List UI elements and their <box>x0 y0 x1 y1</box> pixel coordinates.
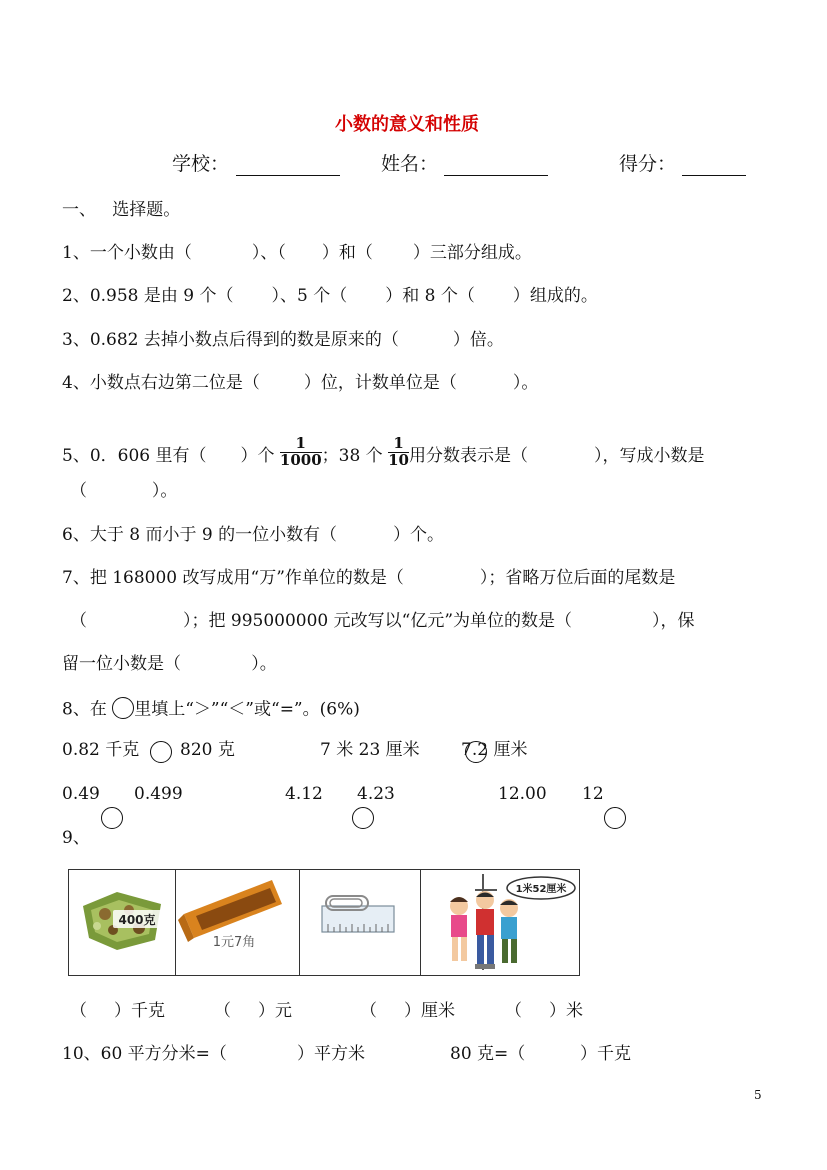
compare-circle[interactable] <box>352 807 374 829</box>
fraction-denominator: 1000 <box>279 450 322 469</box>
q10-part-c: 80 克=（ <box>450 1044 526 1064</box>
q7-line2-c: ），保 <box>652 611 695 631</box>
question-5-line-2: （ ）。 <box>70 481 178 501</box>
question-1 <box>62 245 532 262</box>
school-blank[interactable] <box>236 155 340 176</box>
q2-part-b: ）、5 个（ <box>271 286 348 306</box>
compare-item: 0.82 千克 <box>62 740 140 760</box>
question-7-line-2 <box>70 613 695 630</box>
q6-part-a: 6、大于 8 而小于 9 的一位小数有（ <box>62 525 338 545</box>
question-4 <box>62 375 538 392</box>
compare-item: 0.49 <box>62 784 100 804</box>
school-label: 学校： <box>172 153 230 175</box>
answer-centimeters: （ ）厘米 <box>360 1001 456 1021</box>
compare-circle[interactable] <box>150 741 172 763</box>
question-9-picture-table <box>68 869 580 976</box>
score-blank[interactable] <box>682 155 746 176</box>
q2-part-d: ）组成的。 <box>512 286 598 306</box>
q3-part-a: 3、0.682 去掉小数点后得到的数是原来的（ <box>62 330 399 350</box>
q2-part-a: 2、0.958 是由 9 个（ <box>62 286 234 306</box>
q10-part-d: ）千克 <box>580 1044 631 1064</box>
q5-part-a: 5、0．606 里有（ <box>62 445 207 466</box>
compare-item: 820 克 <box>180 740 235 760</box>
compare-circle-icon <box>112 697 134 719</box>
bar-price-label: 1元7角 <box>212 935 256 950</box>
fraction-denominator: 10 <box>388 450 409 469</box>
fraction-numerator: 1 <box>388 436 409 453</box>
q4-part-b: ）位，计数单位是（ <box>303 373 457 393</box>
fraction-1-over-1000 <box>280 436 322 469</box>
page-title: 小数的意义和性质 <box>335 114 479 135</box>
q5-part-e: ），写成小数是 <box>593 445 705 466</box>
question-7-line-3: 留一位小数是（ ）。 <box>62 654 277 674</box>
compare-item: 4.12 <box>285 784 323 804</box>
question-2 <box>62 288 598 305</box>
q6-part-b: ）个。 <box>393 525 445 545</box>
candy-bar-icon <box>176 870 298 974</box>
candy-bar-cell <box>176 870 300 975</box>
q8-part-a: 8、在 <box>62 699 107 720</box>
q8-part-b: 里填上“＞”“＜”或“=”。(6%) <box>134 699 360 720</box>
q4-part-c: ）。 <box>512 373 539 393</box>
fraction-1-over-10 <box>388 436 409 469</box>
fraction-numerator: 1 <box>280 436 322 453</box>
q7-line1-a: 7、把 168000 改写成用“万”作单位的数是（ <box>62 568 404 588</box>
q1-part-a: 1、一个小数由（ <box>62 243 192 263</box>
question-9-label: 9、 <box>62 828 90 848</box>
q7-line1-b: ）；省略万位后面的尾数是 <box>479 568 676 588</box>
paperclip-ruler-icon <box>300 870 419 974</box>
q5-part-c: ；38 个 <box>321 445 383 466</box>
answer-yuan: （ ）元 <box>214 1001 293 1021</box>
compare-circle[interactable] <box>101 807 123 829</box>
q2-part-c: ）和 8 个（ <box>385 286 475 306</box>
question-6 <box>62 527 444 544</box>
q4-part-a: 4、小数点右边第二位是（ <box>62 373 260 393</box>
compare-item: 12.00 <box>498 784 547 804</box>
q1-part-b: ）、（ <box>251 243 286 263</box>
compare-item: 4.23 <box>357 784 395 804</box>
q7-line2-b: ）；把 995000000 元改写以“亿元”为单位的数是（ <box>183 611 573 631</box>
nuts-bag-cell <box>69 870 176 975</box>
nuts-weight-label: 400克 <box>118 913 156 927</box>
q10-part-a: 10、60 平方分米=（ <box>62 1044 227 1064</box>
answer-kilograms: （ ）千克 <box>70 1001 166 1021</box>
nuts-bag-icon <box>69 870 173 974</box>
name-blank[interactable] <box>444 155 548 176</box>
compare-item: 0.499 <box>134 784 183 804</box>
score-label: 得分： <box>619 153 677 175</box>
kids-height-measure-icon <box>421 870 576 974</box>
page-number: 5 <box>754 1088 762 1102</box>
height-value-label: 1米52厘米 <box>515 884 567 895</box>
question-7-line-1 <box>62 570 675 587</box>
name-label: 姓名： <box>381 153 439 175</box>
q1-part-c: ）和（ <box>321 243 373 263</box>
question-8 <box>62 699 360 721</box>
q5-part-b: ）个 <box>240 445 275 466</box>
question-5 <box>62 434 705 473</box>
q5-part-d: 用分数表示是（ <box>408 445 528 466</box>
answer-meters: （ ）米 <box>505 1001 584 1021</box>
q3-part-b: ）倍。 <box>452 330 504 350</box>
q1-part-d: ）三部分组成。 <box>412 243 532 263</box>
compare-item: 7.2 厘米 <box>461 740 528 760</box>
question-3 <box>62 332 504 349</box>
q10-part-b: ）平方米 <box>297 1044 365 1064</box>
compare-item: 7 米 23 厘米 <box>320 740 420 760</box>
height-measure-cell <box>421 870 578 975</box>
compare-circle[interactable] <box>604 807 626 829</box>
section-heading: 一、 选择题。 <box>62 200 181 220</box>
paperclip-ruler-cell <box>300 870 421 975</box>
compare-item: 12 <box>582 784 604 804</box>
q7-line2-a: （ <box>70 611 87 631</box>
